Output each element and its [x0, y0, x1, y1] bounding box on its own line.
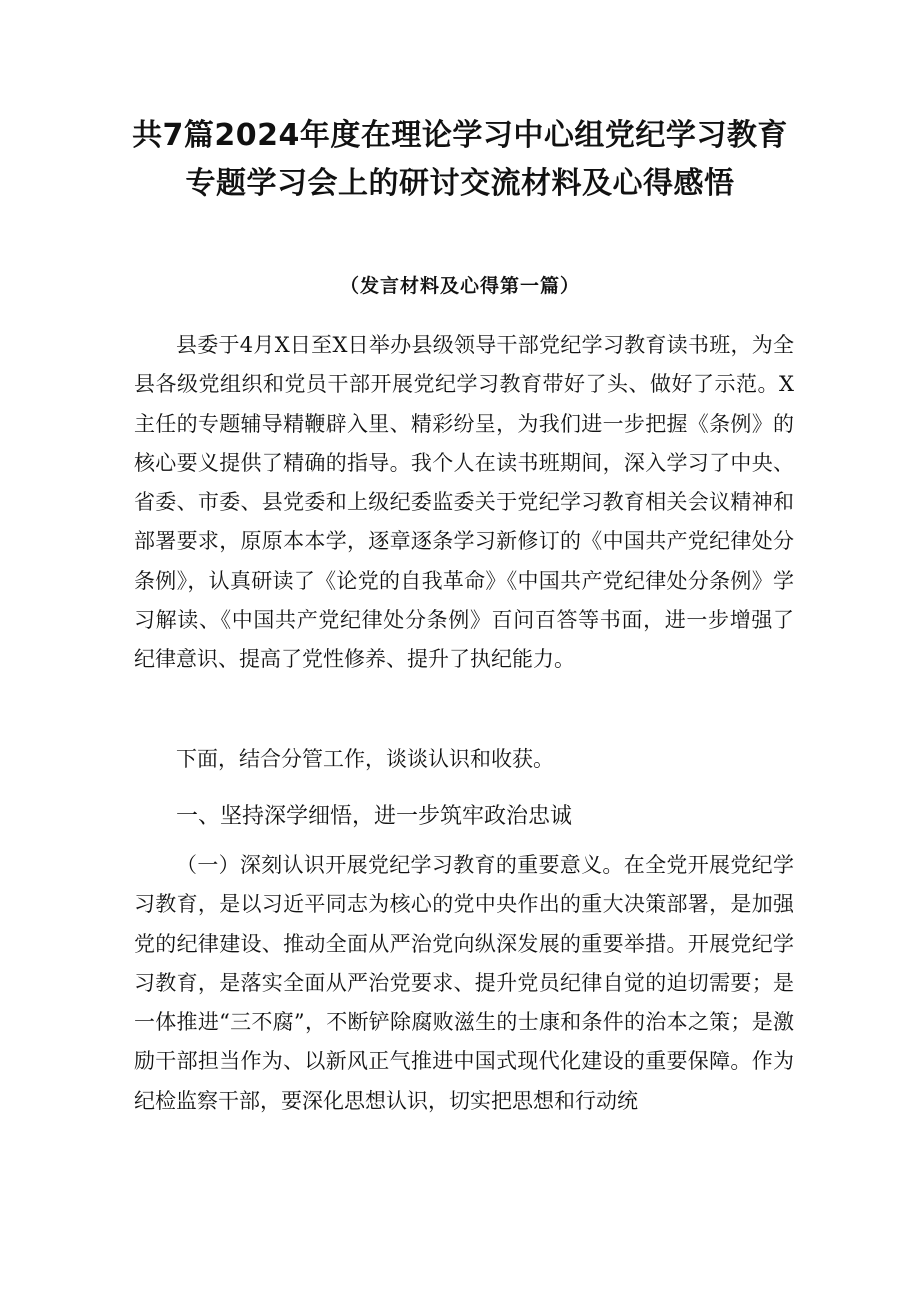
- document-title-line-1: 共7篇2024年度在理论学习中心组党纪学习教育: [132, 118, 788, 153]
- section-heading-1: 一、坚持深学细悟，进一步筑牢政治忠诚: [176, 804, 573, 829]
- document-title-line-2: 专题学习会上的研讨交流材料及心得感悟: [185, 166, 735, 201]
- body-paragraph-3: （一）深刻认识开展党纪学习教育的重要意义。在全党开展党纪学习教育，是以习近平同志为核心的党中央作出的重大决策部署，是加强党的纪律建设、推动全面从严治党向纵深发展的重要举措。开展党纪学习教育，是落实全面从严治党要求、提升党员纪律自觉的迫切需要；是一体推进“三不腐”，不断铲除腐败滋生的士康和条件的治本之策；是激励干部担当作为、以新风正气推进中国式现代化建设的重要保障。作为纪检监察干部，要深化思想认识，切实把思想和行动统: [134, 853, 794, 1113]
- body-paragraph-2: 下面，结合分管工作，谈谈认识和收获。: [176, 747, 554, 771]
- section-subtitle: （发言材料及心得第一篇）: [339, 275, 580, 297]
- body-paragraph-1: 县委于4月X日至X日举办县级领导干部党纪学习教育读书班，为全县各级党组织和党员干部开展党纪学习教育带好了头、做好了示范。X主任的专题辅导精鞭辟入里、精彩纷呈，为我们进一步把握《条例》的核心要义提供了精确的指导。我个人在读书班期间，深入学习了中央、省委、市委、县党委和上级纪委监委关于党纪学习教育相关会议精神和部署要求，原原本本学，逐章逐条学习新修订的《中国共产党纪律处分条例》，认真研读了《论党的自我革命》《中国共产党纪律处分条例》学习解读、《中国共产党纪律处分条例》百问百答等书面，进一步增强了纪律意识、提高了党性修养、提升了执纪能力。: [134, 333, 794, 672]
